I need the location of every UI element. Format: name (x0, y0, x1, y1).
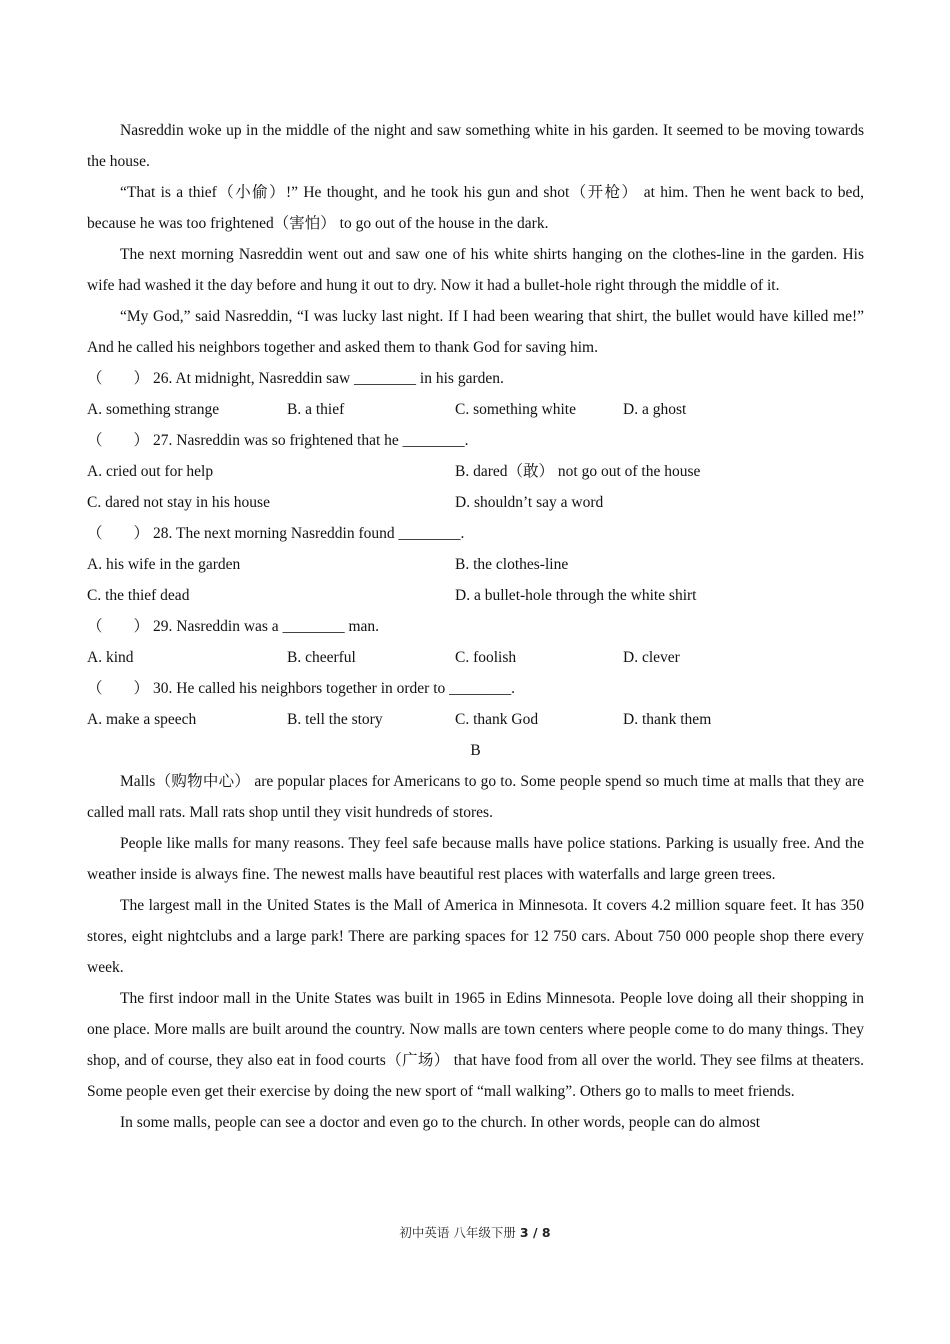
option-d: D. a bullet-hole through the white shirt (455, 587, 697, 604)
answer-blank: （ ） (87, 432, 150, 449)
passage-b-paragraph-2: People like malls for many reasons. They feel safe because malls have police stations. Parking is usually free. And the weather inside is always fine. The newest malls have beautiful rest places with waterfalls and large green trees. (87, 835, 864, 883)
passage-a-paragraph-3: The next morning Nasreddin went out and saw one of his white shirts hanging on the clothes-line in the garden. His wife had washed it the day before and hung it out to dry. Now it had a bullet-hole right through the middle of it. (87, 246, 864, 294)
question-stem: 29. Nasreddin was a ________ man. (153, 618, 379, 635)
answer-blank: （ ） (87, 370, 150, 387)
question-28-options-row-2 (87, 580, 864, 611)
option-d: D. shouldn’t say a word (455, 494, 604, 511)
passage-b-paragraph-1: Malls（购物中心） are popular places for Americans to go to. Some people spend so much time at malls that they are called mall rats. Mall rats shop until they visit hundreds of stores. (87, 773, 864, 821)
option-a: A. something strange (87, 401, 220, 418)
question-26 (87, 363, 864, 394)
option-c: C. thank God (455, 711, 539, 728)
option-a: A. kind (87, 649, 134, 666)
question-30 (87, 673, 864, 704)
option-b: B. a thief (287, 401, 345, 418)
question-30-options (87, 704, 864, 735)
question-26-options (87, 394, 864, 425)
question-27 (87, 425, 864, 456)
option-a: A. cried out for help (87, 463, 214, 480)
option-c: C. dared not stay in his house (87, 494, 270, 511)
answer-blank: （ ） (87, 680, 150, 697)
footer-subject: 初中英语 八年级下册 (399, 1225, 516, 1240)
question-29-options (87, 642, 864, 673)
question-27-options-row-2 (87, 487, 864, 518)
option-a: A. make a speech (87, 711, 197, 728)
passage-a-paragraph-4: “My God,” said Nasreddin, “I was lucky last night. If I had been wearing that shirt, the bullet would have killed me!” And he called his neighbors together and asked them to thank God for saving him. (87, 308, 864, 356)
answer-blank: （ ） (87, 525, 150, 542)
passage-b-paragraph-3: The largest mall in the United States is the Mall of America in Minnesota. It covers 4.2 million square feet. It has 350 stores, eight nightclubs and a large park! There are parking spaces for 12 750 cars. About 750 000 people shop there every week. (87, 897, 864, 976)
option-d: D. clever (623, 649, 680, 666)
question-29 (87, 611, 864, 642)
option-b: B. tell the story (287, 711, 383, 728)
question-stem: 28. The next morning Nasreddin found ________. (153, 525, 465, 542)
page-footer (0, 1223, 950, 1241)
question-28-options-row-1 (87, 549, 864, 580)
question-28 (87, 518, 864, 549)
section-b-heading: B (470, 742, 481, 759)
passage-b-paragraph-5: In some malls, people can see a doctor and even go to the church. In other words, people can do almost (120, 1114, 761, 1131)
question-stem: 27. Nasreddin was so frightened that he ________. (153, 432, 469, 449)
option-c: C. the thief dead (87, 587, 190, 604)
question-stem: 30. He called his neighbors together in order to ________. (153, 680, 516, 697)
option-b: B. the clothes-line (455, 556, 569, 573)
answer-blank: （ ） (87, 618, 150, 635)
passage-b-paragraph-4: The first indoor mall in the Unite States was built in 1965 in Edins Minnesota. People love doing all their shopping in one place. More malls are built around the country. Now malls are town centers where people come to do many things. They shop, and of course, they also eat in food courts（广场） that have food from all over the world. They see films at theaters. Some people even get their exercise by doing the new sport of “mall walking”. Others go to malls to meet friends. (87, 990, 864, 1100)
option-d: D. a ghost (623, 401, 687, 418)
option-b: B. cheerful (287, 649, 356, 666)
option-c: C. foolish (455, 649, 517, 666)
passage-a-paragraph-1: Nasreddin woke up in the middle of the night and saw something white in his garden. It seemed to be moving towards the house. (87, 122, 864, 170)
passage-a-paragraph-2: “That is a thief（小偷）!” He thought, and he took his gun and shot（开枪） at him. Then he went back to bed, because he was too frightened（害怕） to go out of the house in the dark. (87, 184, 864, 232)
option-a: A. his wife in the garden (87, 556, 241, 573)
document-page (87, 115, 864, 1138)
question-27-options-row-1 (87, 456, 864, 487)
option-b: B. dared（敢） not go out of the house (455, 463, 701, 480)
page-number: 3 / 8 (519, 1225, 551, 1240)
option-d: D. thank them (623, 711, 712, 728)
question-stem: 26. At midnight, Nasreddin saw ________ in his garden. (153, 370, 504, 387)
option-c: C. something white (455, 401, 576, 418)
